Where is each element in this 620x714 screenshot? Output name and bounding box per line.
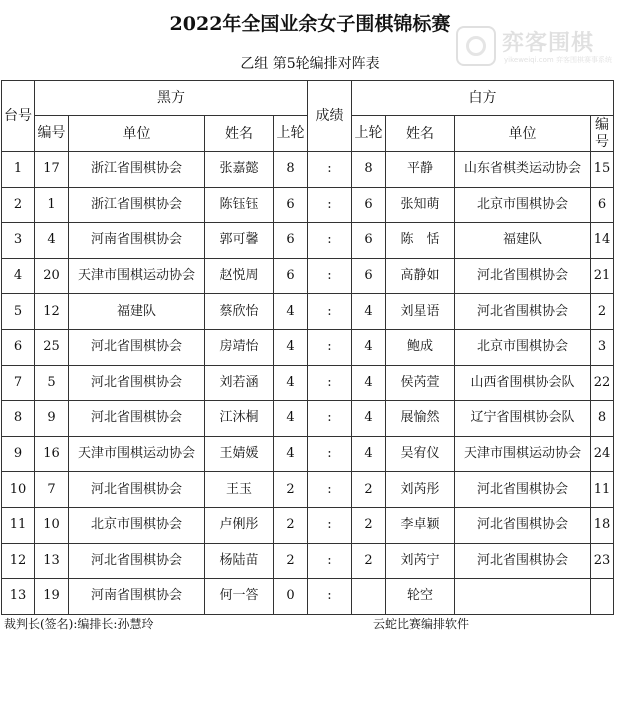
table-row	[2, 472, 614, 508]
cell-result: :	[308, 152, 352, 188]
cell-white-name: 高静如	[386, 258, 455, 294]
cell-white-unit: 河北省围棋协会	[455, 472, 591, 508]
cell-white-number: 2	[591, 294, 614, 330]
header-black: 黑方	[35, 81, 308, 116]
table-row	[2, 258, 614, 294]
cell-white-unit: 福建队	[455, 223, 591, 259]
cell-black-number: 16	[35, 436, 69, 472]
cell-white-number: 18	[591, 507, 614, 543]
cell-white-name: 刘芮彤	[386, 472, 455, 508]
cell-black-number: 20	[35, 258, 69, 294]
cell-white-number: 15	[591, 152, 614, 188]
cell-black-number: 7	[35, 472, 69, 508]
cell-white-prev	[352, 579, 386, 615]
cell-white-unit: 河北省围棋协会	[455, 294, 591, 330]
cell-black-name: 卢俐彤	[205, 507, 274, 543]
cell-black-number: 9	[35, 401, 69, 437]
header-black-prev: 上轮	[274, 116, 308, 152]
cell-table-no: 2	[2, 187, 35, 223]
cell-white-name: 轮空	[386, 579, 455, 615]
cell-black-number: 17	[35, 152, 69, 188]
cell-result: :	[308, 579, 352, 615]
cell-black-prev: 6	[274, 187, 308, 223]
table-row	[2, 543, 614, 579]
cell-table-no: 8	[2, 401, 35, 437]
cell-black-unit: 北京市围棋协会	[69, 507, 205, 543]
table-row	[2, 187, 614, 223]
cell-result: :	[308, 472, 352, 508]
cell-black-unit: 天津市围棋运动协会	[69, 258, 205, 294]
cell-white-unit: 天津市围棋运动协会	[455, 436, 591, 472]
cell-black-unit: 河南省围棋协会	[69, 579, 205, 615]
cell-white-prev: 6	[352, 258, 386, 294]
footer-signature: 裁判长(签名):编排长:孙慧玲	[4, 617, 154, 631]
table-row	[2, 329, 614, 365]
table-row	[2, 579, 614, 615]
cell-white-prev: 2	[352, 472, 386, 508]
cell-white-prev: 4	[352, 401, 386, 437]
cell-black-unit: 河南省围棋协会	[69, 223, 205, 259]
cell-white-name: 陈 恬	[386, 223, 455, 259]
cell-black-unit: 河北省围棋协会	[69, 329, 205, 365]
cell-white-number: 3	[591, 329, 614, 365]
header-row-1	[2, 81, 614, 116]
cell-black-unit: 浙江省围棋协会	[69, 152, 205, 188]
cell-black-prev: 6	[274, 223, 308, 259]
cell-black-number: 10	[35, 507, 69, 543]
cell-black-number: 1	[35, 187, 69, 223]
cell-white-number: 23	[591, 543, 614, 579]
cell-black-unit: 福建队	[69, 294, 205, 330]
cell-black-name: 房靖怡	[205, 329, 274, 365]
header-white-unit: 单位	[455, 116, 591, 152]
cell-white-name: 侯芮萱	[386, 365, 455, 401]
cell-black-prev: 2	[274, 543, 308, 579]
cell-white-prev: 6	[352, 223, 386, 259]
cell-black-number: 4	[35, 223, 69, 259]
table-row	[2, 401, 614, 437]
page-subtitle: 乙组 第5轮编排对阵表	[240, 56, 380, 72]
cell-white-unit: 河北省围棋协会	[455, 507, 591, 543]
cell-white-name: 刘芮宁	[386, 543, 455, 579]
cell-result: :	[308, 543, 352, 579]
cell-table-no: 4	[2, 258, 35, 294]
cell-table-no: 13	[2, 579, 35, 615]
cell-black-prev: 8	[274, 152, 308, 188]
cell-white-name: 吴宥仪	[386, 436, 455, 472]
cell-black-prev: 4	[274, 401, 308, 437]
cell-white-unit: 山西省围棋协会队	[455, 365, 591, 401]
table-row	[2, 507, 614, 543]
cell-black-unit: 河北省围棋协会	[69, 401, 205, 437]
cell-result: :	[308, 258, 352, 294]
cell-black-number: 12	[35, 294, 69, 330]
cell-black-name: 刘若涵	[205, 365, 274, 401]
cell-white-unit: 河北省围棋协会	[455, 258, 591, 294]
cell-black-name: 何一答	[205, 579, 274, 615]
cell-result: :	[308, 436, 352, 472]
cell-white-name: 平静	[386, 152, 455, 188]
cell-black-prev: 2	[274, 472, 308, 508]
header-white: 白方	[352, 81, 614, 116]
cell-white-number: 11	[591, 472, 614, 508]
page-title: 2022年全国业余女子围棋锦标赛	[169, 13, 451, 35]
cell-result: :	[308, 294, 352, 330]
cell-black-name: 赵悦周	[205, 258, 274, 294]
cell-table-no: 12	[2, 543, 35, 579]
cell-white-name: 张知萌	[386, 187, 455, 223]
cell-black-unit: 河北省围棋协会	[69, 472, 205, 508]
cell-table-no: 5	[2, 294, 35, 330]
cell-white-prev: 4	[352, 329, 386, 365]
cell-black-name: 郭可馨	[205, 223, 274, 259]
cell-white-name: 李卓颖	[386, 507, 455, 543]
cell-white-number: 22	[591, 365, 614, 401]
header-white-number: 编号	[591, 116, 614, 152]
cell-table-no: 6	[2, 329, 35, 365]
cell-black-number: 5	[35, 365, 69, 401]
cell-table-no: 10	[2, 472, 35, 508]
cell-black-prev: 4	[274, 365, 308, 401]
cell-white-number: 24	[591, 436, 614, 472]
cell-white-unit	[455, 579, 591, 615]
cell-black-name: 江沐桐	[205, 401, 274, 437]
header-table-no: 台号	[2, 81, 35, 152]
logo-brand: 弈客围棋	[502, 31, 595, 56]
cell-black-prev: 4	[274, 436, 308, 472]
cell-white-number: 8	[591, 401, 614, 437]
cell-white-prev: 2	[352, 507, 386, 543]
table-row	[2, 365, 614, 401]
cell-black-name: 王婧媛	[205, 436, 274, 472]
cell-black-unit: 浙江省围棋协会	[69, 187, 205, 223]
cell-black-unit: 河北省围棋协会	[69, 543, 205, 579]
cell-black-name: 蔡欣怡	[205, 294, 274, 330]
cell-white-number: 6	[591, 187, 614, 223]
cell-black-unit: 河北省围棋协会	[69, 365, 205, 401]
cell-white-number: 21	[591, 258, 614, 294]
cell-table-no: 9	[2, 436, 35, 472]
cell-result: :	[308, 401, 352, 437]
cell-result: :	[308, 187, 352, 223]
cell-black-prev: 4	[274, 294, 308, 330]
cell-white-number	[591, 579, 614, 615]
table-row	[2, 152, 614, 188]
cell-result: :	[308, 507, 352, 543]
cell-table-no: 1	[2, 152, 35, 188]
cell-table-no: 7	[2, 365, 35, 401]
footer-software: 云蛇比赛编排软件	[373, 617, 470, 631]
cell-white-prev: 8	[352, 152, 386, 188]
cell-white-name: 鲍成	[386, 329, 455, 365]
header-black-unit: 单位	[69, 116, 205, 152]
cell-white-name: 展愉然	[386, 401, 455, 437]
header-black-name: 姓名	[205, 116, 274, 152]
cell-black-prev: 2	[274, 507, 308, 543]
cell-black-prev: 6	[274, 258, 308, 294]
header-white-prev: 上轮	[352, 116, 386, 152]
cell-white-prev: 4	[352, 365, 386, 401]
cell-white-prev: 4	[352, 436, 386, 472]
cell-white-unit: 河北省围棋协会	[455, 543, 591, 579]
header-white-name: 姓名	[386, 116, 455, 152]
cell-result: :	[308, 329, 352, 365]
cell-white-number: 14	[591, 223, 614, 259]
logo-subtext: yikeweiqi.com 弈客围棋赛事系统	[504, 56, 612, 64]
cell-black-name: 杨陆苗	[205, 543, 274, 579]
cell-white-unit: 北京市围棋协会	[455, 187, 591, 223]
cell-white-unit: 山东省棋类运动协会	[455, 152, 591, 188]
cell-white-name: 刘星语	[386, 294, 455, 330]
cell-white-prev: 4	[352, 294, 386, 330]
header-result: 成绩	[308, 81, 352, 152]
header-black-number: 编号	[35, 116, 69, 152]
cell-result: :	[308, 365, 352, 401]
cell-table-no: 11	[2, 507, 35, 543]
cell-black-number: 19	[35, 579, 69, 615]
cell-white-unit: 北京市围棋协会	[455, 329, 591, 365]
cell-black-name: 陈钰钰	[205, 187, 274, 223]
cell-white-prev: 6	[352, 187, 386, 223]
cell-white-prev: 2	[352, 543, 386, 579]
table-row	[2, 223, 614, 259]
cell-black-unit: 天津市围棋运动协会	[69, 436, 205, 472]
cell-black-prev: 4	[274, 329, 308, 365]
table-row	[2, 436, 614, 472]
cell-table-no: 3	[2, 223, 35, 259]
cell-black-name: 王玉	[205, 472, 274, 508]
cell-black-name: 张嘉懿	[205, 152, 274, 188]
cell-white-unit: 辽宁省围棋协会队	[455, 401, 591, 437]
cell-result: :	[308, 223, 352, 259]
table-row	[2, 294, 614, 330]
cell-black-number: 25	[35, 329, 69, 365]
cell-black-prev: 0	[274, 579, 308, 615]
pairing-table	[1, 80, 614, 615]
cell-black-number: 13	[35, 543, 69, 579]
